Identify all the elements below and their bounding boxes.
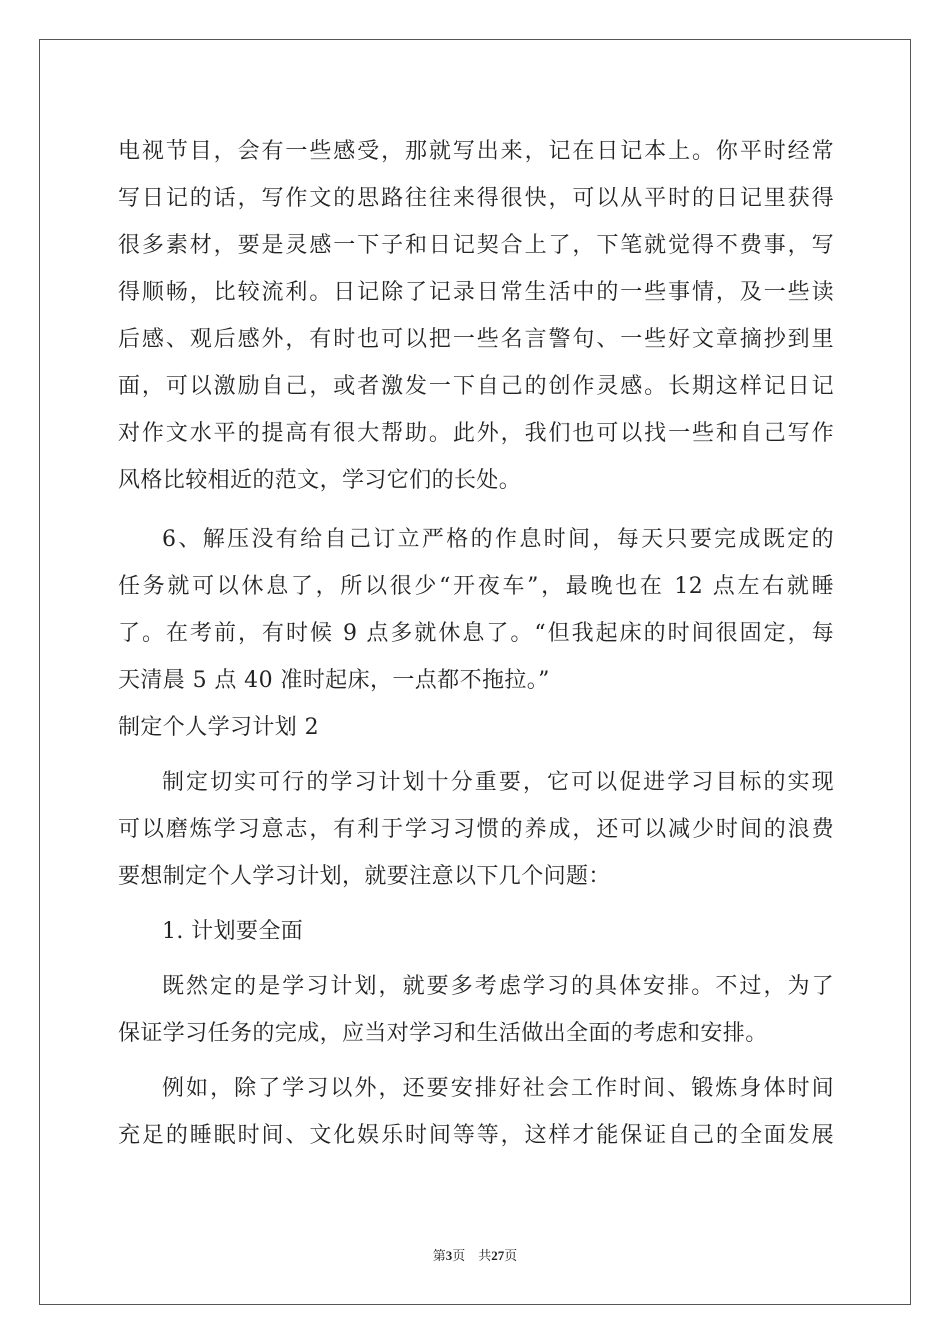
list-item-heading: 1. 计划要全面 [162,919,304,944]
text-line: 了。在考前，有时候 9 点多就休息了。“但我起床的时间很固定，每 [118,621,834,646]
total-pages: 27 [491,1248,505,1263]
text-line: 制定切实可行的学习计划十分重要，它可以促进学习目标的实现 [162,770,834,795]
paragraph-intro [118,759,834,900]
text-line: 保证学习任务的完成，应当对学习和生活做出全面的考虑和安排。 [118,1021,768,1046]
paragraph-stress-relief [118,516,834,704]
text-line: 要想制定个人学习计划，就要注意以下几个问题： [118,864,611,889]
paragraph-diary [118,128,834,504]
text-line: 后感、观后感外，有时也可以把一些名言警句、一些好文章摘抄到里 [118,327,834,352]
text-line: 很多素材，要是灵感一下子和日记契合上了，下笔就觉得不费事，写 [118,233,834,258]
footer-suffix: 页 [504,1249,518,1264]
text-line: 任务就可以休息了，所以很少“开夜车”，最晚也在 12 点左右就睡 [118,574,834,599]
text-line: 写日记的话，写作文的思路往往来得很快，可以从平时的日记里获得 [118,186,834,211]
document-body [118,128,834,1159]
paragraph-example [118,1065,834,1159]
paragraph-plan [118,963,834,1057]
page-footer [0,1245,950,1264]
text-line: 对作文水平的提高有很大帮助。此外，我们也可以找一些和自己写作 [118,421,834,446]
text-line: 面，可以激励自己，或者激发一下自己的创作灵感。长期这样记日记 [118,374,834,399]
page-number: 3 [445,1248,453,1263]
text-line: 6、解压没有给自己订立严格的作息时间，每天只要完成既定的 [162,527,834,552]
text-line: 可以磨炼学习意志，有利于学习习惯的养成，还可以减少时间的浪费 [118,817,834,842]
section-heading: 制定个人学习计划 2 [118,715,319,740]
footer-prefix: 第 [432,1249,446,1264]
text-line: 得顺畅，比较流利。日记除了记录日常生活中的一些事情，及一些读 [118,280,834,305]
text-line: 既然定的是学习计划，就要多考虑学习的具体安排。不过，为了 [162,974,834,999]
text-line: 天清晨 5 点 40 准时起床，一点都不拖拉。” [118,668,550,693]
text-line: 电视节目，会有一些感受，那就写出来，记在日记本上。你平时经常 [118,139,834,164]
text-line: 风格比较相近的范文，学习它们的长处。 [118,468,522,493]
footer-mid: 页 共 [452,1249,492,1264]
text-line: 充足的睡眠时间、文化娱乐时间等等，这样才能保证自己的全面发展 [118,1123,834,1148]
text-line: 例如，除了学习以外，还要安排好社会工作时间、锻炼身体时间 [162,1076,834,1101]
